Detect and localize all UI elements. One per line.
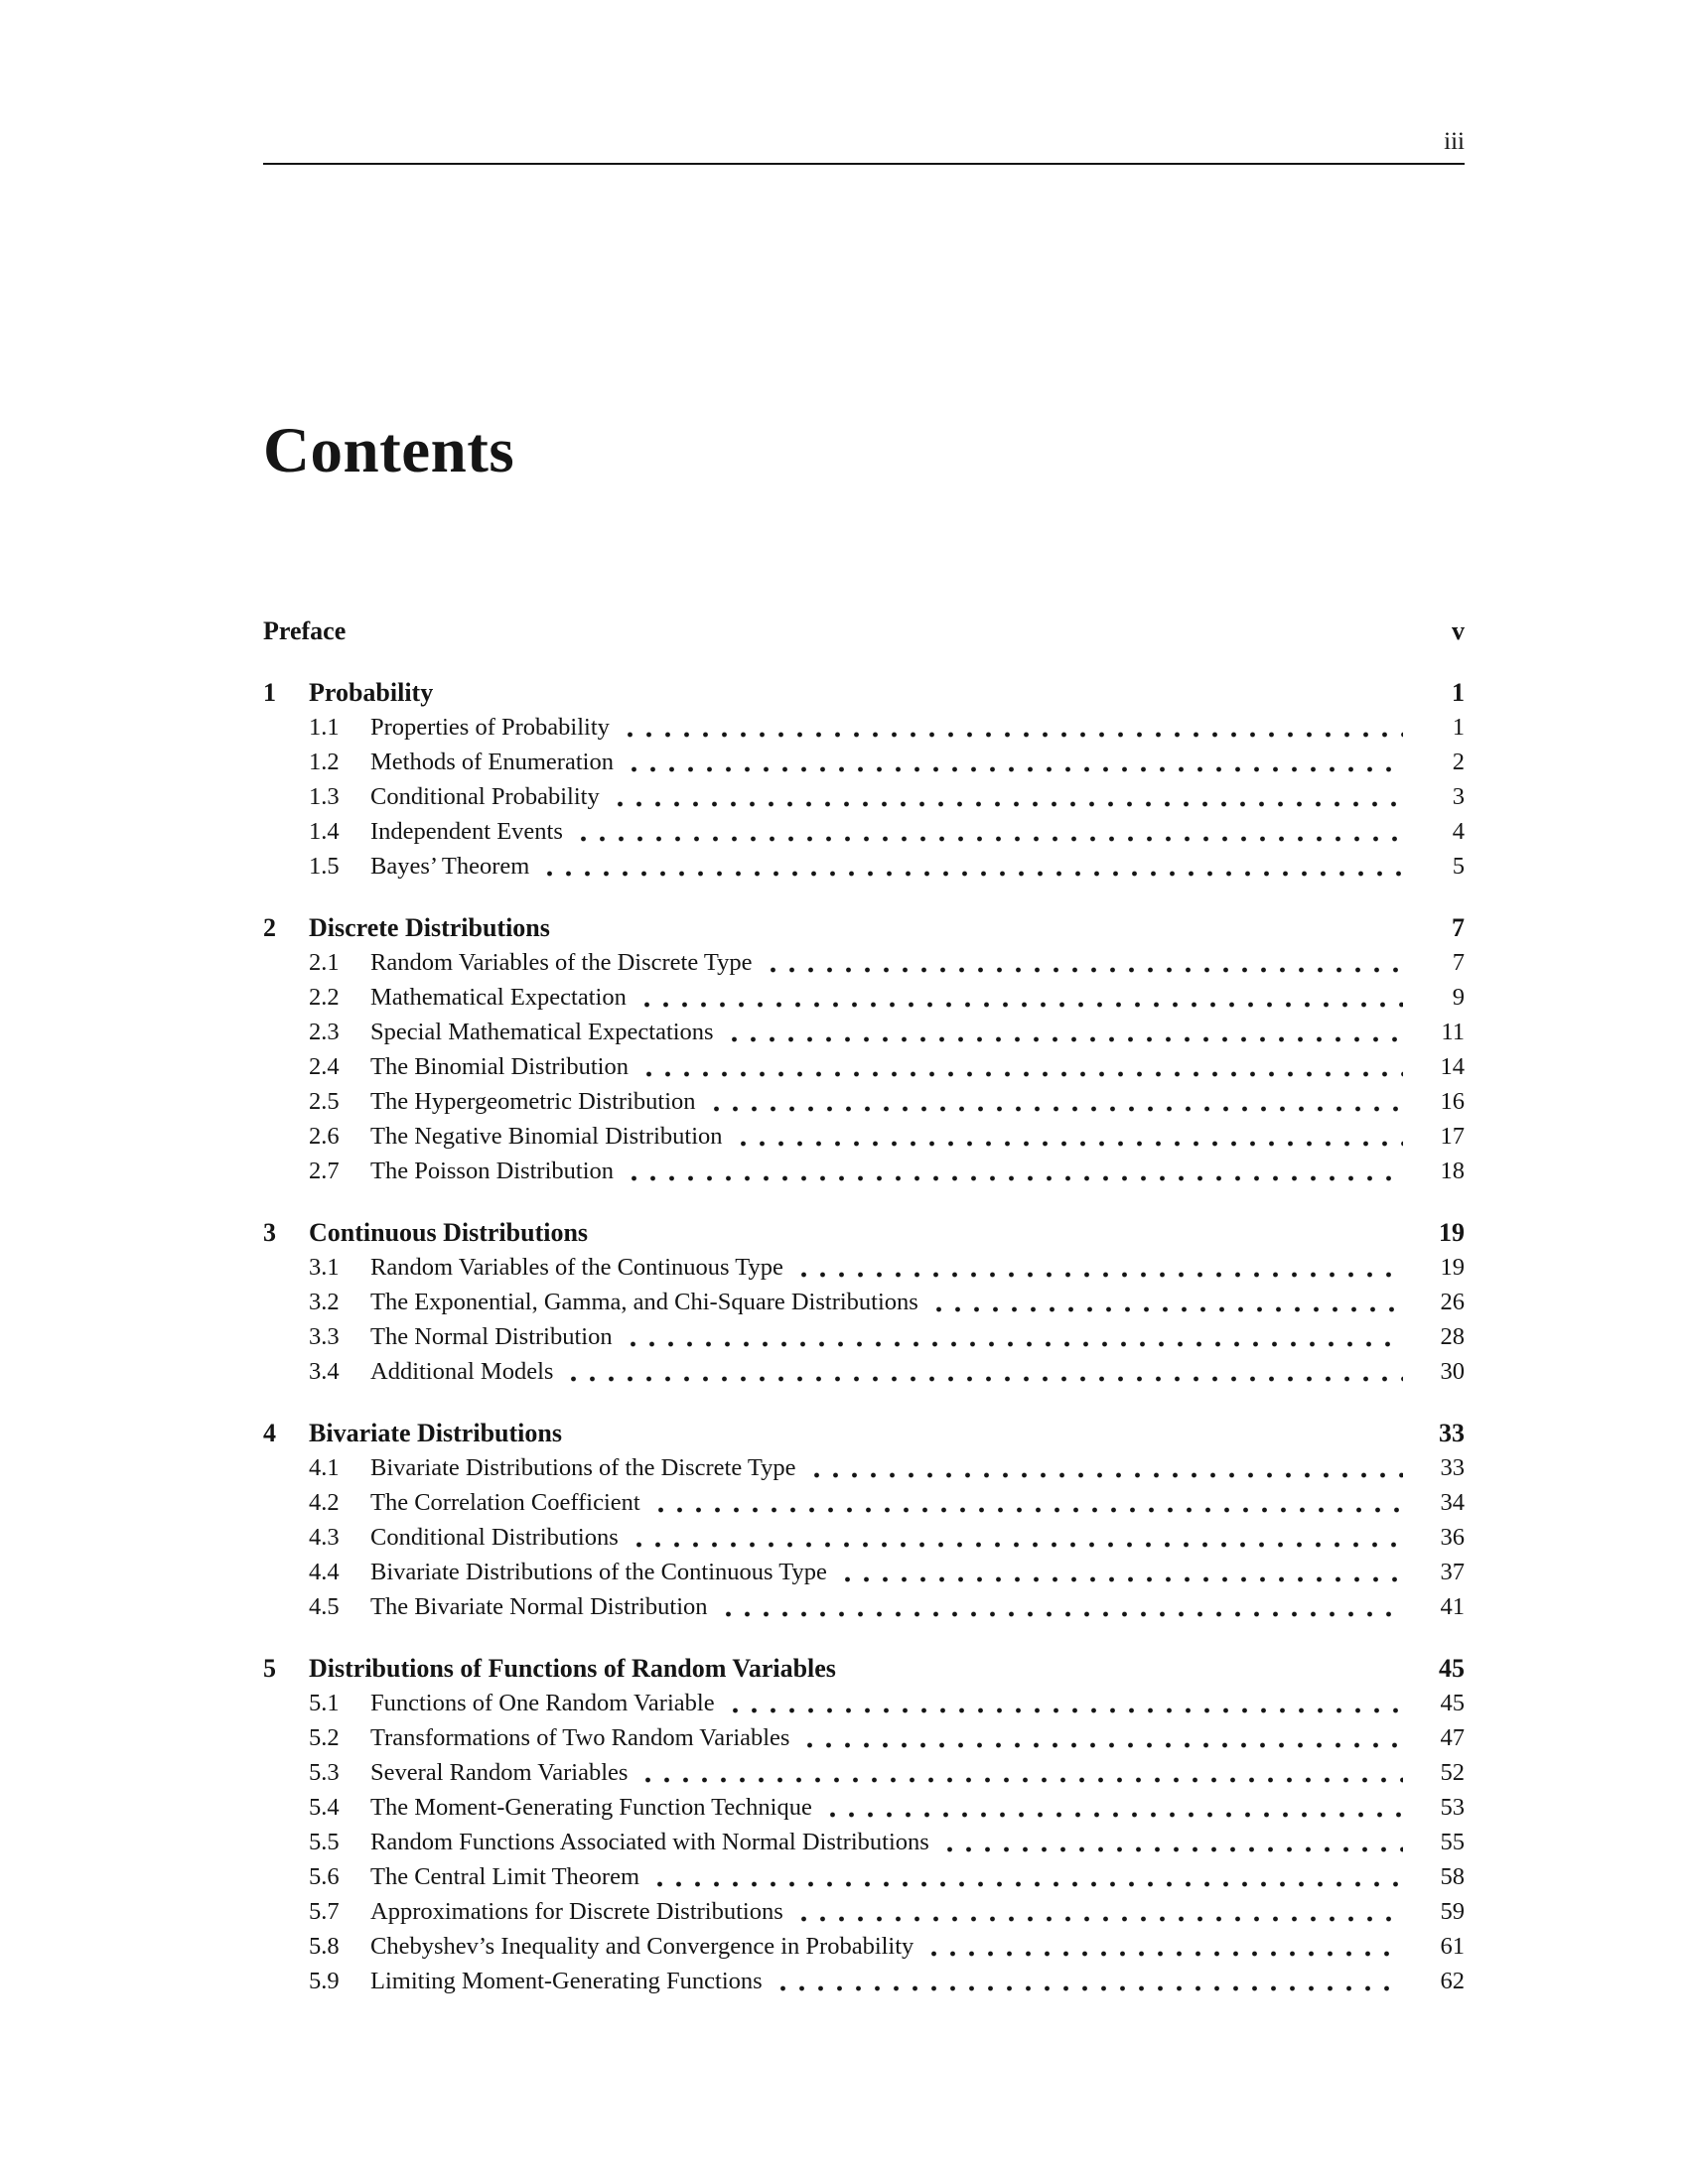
toc-section-row [263, 1589, 1465, 1624]
entry-title: Mathematical Expectation [370, 984, 627, 1011]
dot-leader [611, 779, 1403, 814]
toc-section-row [263, 1790, 1465, 1825]
entry-title: The Poisson Distribution [370, 1158, 615, 1184]
dot-leader [929, 1285, 1403, 1319]
entry-page: 41 [1440, 1593, 1465, 1620]
entry-number: 4.2 [309, 1489, 340, 1516]
entry-title: The Central Limit Theorem [370, 1863, 640, 1890]
entry-page: 17 [1440, 1123, 1465, 1150]
toc-section-row [263, 814, 1465, 849]
entry-number: 5.6 [309, 1863, 340, 1890]
entry-page: 33 [1439, 1419, 1465, 1447]
toc-section-row [263, 1686, 1465, 1720]
entry-title: Properties of Probability [370, 714, 610, 741]
entry-page: 3 [1452, 783, 1465, 810]
entry-number: 2.2 [309, 984, 340, 1011]
entry-page: 53 [1440, 1794, 1465, 1821]
entry-title: Bivariate Distributions of the Continuous Type [370, 1559, 827, 1585]
entry-page: 45 [1439, 1654, 1465, 1683]
toc-section-row [263, 1049, 1465, 1084]
entry-page: 19 [1439, 1218, 1465, 1247]
entry-number: 5.1 [309, 1690, 340, 1716]
running-header [263, 0, 1465, 165]
entry-page: 1 [1452, 714, 1465, 741]
entry-title: Bayes’ Theorem [370, 853, 530, 880]
entry-title: Transformations of Two Random Variables [370, 1724, 790, 1751]
entry-page: 37 [1440, 1559, 1465, 1585]
toc-chapter-heading [263, 1651, 1465, 1686]
entry-page: 16 [1440, 1088, 1465, 1115]
entry-number: 2.7 [309, 1158, 340, 1184]
toc-section-row [263, 745, 1465, 779]
entry-page: 26 [1440, 1289, 1465, 1315]
entry-number: 1 [263, 678, 276, 707]
entry-number: 1.5 [309, 853, 340, 880]
toc-section-row [263, 1285, 1465, 1319]
entry-number: 3.4 [309, 1358, 340, 1385]
dot-leader [638, 1755, 1403, 1790]
entry-number: 5.9 [309, 1968, 340, 1994]
entry-title: The Exponential, Gamma, and Chi-Square Distributions [370, 1289, 918, 1315]
entry-number: 3.2 [309, 1289, 340, 1315]
entry-title: Random Variables of the Continuous Type [370, 1254, 783, 1281]
entry-title: Bivariate Distributions [309, 1419, 562, 1447]
toc-chapter-heading [263, 1215, 1465, 1250]
entry-number: 2.6 [309, 1123, 340, 1150]
entry-page: 36 [1440, 1524, 1465, 1551]
entry-title: Several Random Variables [370, 1759, 629, 1786]
entry-page: 62 [1440, 1968, 1465, 1994]
toc-section-row [263, 1825, 1465, 1859]
toc-section-row [263, 849, 1465, 884]
entry-number: 2.3 [309, 1019, 340, 1045]
entry-number: 3.1 [309, 1254, 340, 1281]
entry-page: 52 [1440, 1759, 1465, 1786]
dot-leader [836, 1651, 1413, 1686]
page-content [263, 0, 1465, 1998]
dot-leader [588, 1215, 1413, 1250]
entry-number: 5.8 [309, 1933, 340, 1960]
toc-section-row [263, 1015, 1465, 1049]
dot-leader [562, 1416, 1413, 1450]
entry-number: 1.2 [309, 749, 340, 775]
dot-leader [838, 1555, 1403, 1589]
toc-section-row [263, 1555, 1465, 1589]
dot-leader [940, 1825, 1403, 1859]
toc-section-row [263, 1859, 1465, 1894]
entry-number: 1.3 [309, 783, 340, 810]
toc-section-row [263, 1485, 1465, 1520]
entry-number: 3 [263, 1218, 276, 1247]
entry-title: Special Mathematical Expectations [370, 1019, 714, 1045]
entry-number: 5 [263, 1654, 276, 1683]
entry-title: Continuous Distributions [309, 1218, 589, 1247]
entry-title: The Moment-Generating Function Technique [370, 1794, 812, 1821]
entry-title: Discrete Distributions [309, 913, 550, 942]
dot-leader [621, 710, 1403, 745]
entry-title: Bivariate Distributions of the Discrete Type [370, 1454, 796, 1481]
header-rule [263, 163, 1465, 165]
entry-page: 19 [1440, 1254, 1465, 1281]
entry-page: 7 [1452, 913, 1465, 942]
toc-section-row [263, 1929, 1465, 1964]
entry-page: 9 [1452, 984, 1465, 1011]
toc-section-row [263, 1964, 1465, 1998]
dot-leader [625, 745, 1403, 779]
dot-leader [794, 1250, 1403, 1285]
entry-title: Preface [263, 616, 347, 645]
dot-leader [807, 1450, 1403, 1485]
entry-number: 4.4 [309, 1559, 340, 1585]
entry-title: Functions of One Random Variable [370, 1690, 715, 1716]
entry-number: 5.7 [309, 1898, 340, 1925]
toc-section-row [263, 945, 1465, 980]
dot-leader [433, 675, 1413, 710]
entry-page: 28 [1440, 1323, 1465, 1350]
entry-title: Random Variables of the Discrete Type [370, 949, 753, 976]
entry-page: v [1452, 616, 1465, 645]
entry-number: 2.1 [309, 949, 340, 976]
dot-leader [650, 1859, 1403, 1894]
entry-page: 47 [1440, 1724, 1465, 1751]
entry-page: 30 [1440, 1358, 1465, 1385]
dot-leader [574, 814, 1403, 849]
dot-leader [924, 1929, 1403, 1964]
toc-list [263, 614, 1465, 1998]
toc-section-row [263, 1755, 1465, 1790]
dot-leader [651, 1485, 1403, 1520]
toc-section-row [263, 1720, 1465, 1755]
dot-leader [726, 1686, 1403, 1720]
entry-page: 34 [1440, 1489, 1465, 1516]
entry-number: 1.1 [309, 714, 340, 741]
entry-number: 2.4 [309, 1053, 340, 1080]
entry-number: 4.1 [309, 1454, 340, 1481]
dot-leader [707, 1084, 1404, 1119]
dot-leader [800, 1720, 1403, 1755]
entry-title: Limiting Moment-Generating Functions [370, 1968, 763, 1994]
toc-section-row [263, 1520, 1465, 1555]
dot-leader [564, 1354, 1403, 1389]
toc-section-row [263, 1250, 1465, 1285]
entry-page: 58 [1440, 1863, 1465, 1890]
toc-section-row [263, 779, 1465, 814]
dot-leader [719, 1589, 1403, 1624]
toc-chapter-heading [263, 675, 1465, 710]
entry-title: The Hypergeometric Distribution [370, 1088, 696, 1115]
toc-section-row [263, 1319, 1465, 1354]
entry-number: 4.5 [309, 1593, 340, 1620]
entry-number: 1.4 [309, 818, 340, 845]
dot-leader [774, 1964, 1403, 1998]
dot-leader [540, 849, 1403, 884]
dot-leader [639, 1049, 1403, 1084]
entry-title: Conditional Distributions [370, 1524, 619, 1551]
entry-title: The Bivariate Normal Distribution [370, 1593, 708, 1620]
dot-leader [637, 980, 1403, 1015]
entry-title: Additional Models [370, 1358, 554, 1385]
entry-title: Approximations for Discrete Distributions [370, 1898, 783, 1925]
entry-title: Chebyshev’s Inequality and Convergence in Probability [370, 1933, 914, 1960]
entry-page: 18 [1440, 1158, 1465, 1184]
entry-page: 59 [1440, 1898, 1465, 1925]
toc-frontmatter-row [263, 614, 1465, 648]
entry-number: 4 [263, 1419, 276, 1447]
toc-section-row [263, 1894, 1465, 1929]
dot-leader [550, 910, 1413, 945]
entry-number: 3.3 [309, 1323, 340, 1350]
toc-chapter-heading [263, 910, 1465, 945]
entry-page: 45 [1440, 1690, 1465, 1716]
entry-title: The Negative Binomial Distribution [370, 1123, 723, 1150]
toc-section-row [263, 1354, 1465, 1389]
dot-leader [823, 1790, 1403, 1825]
entry-number: 2 [263, 913, 276, 942]
entry-number: 5.5 [309, 1829, 340, 1855]
entry-number: 2.5 [309, 1088, 340, 1115]
entry-title: Distributions of Functions of Random Variables [309, 1654, 836, 1683]
dot-leader [346, 614, 1413, 648]
entry-page: 4 [1452, 818, 1465, 845]
entry-title: Conditional Probability [370, 783, 600, 810]
entry-page: 1 [1452, 678, 1465, 707]
entry-title: Independent Events [370, 818, 563, 845]
entry-page: 7 [1452, 949, 1465, 976]
dot-leader [630, 1520, 1403, 1555]
entry-page: 2 [1452, 749, 1465, 775]
dot-leader [625, 1154, 1403, 1188]
entry-page: 5 [1452, 853, 1465, 880]
dot-leader [764, 945, 1403, 980]
entry-title: The Normal Distribution [370, 1323, 613, 1350]
toc-section-row [263, 1154, 1465, 1188]
entry-page: 11 [1441, 1019, 1465, 1045]
toc-chapter-heading [263, 1416, 1465, 1450]
entry-number: 4.3 [309, 1524, 340, 1551]
dot-leader [725, 1015, 1403, 1049]
entry-title: Probability [309, 678, 434, 707]
page-title: Contents [263, 415, 515, 486]
dot-leader [734, 1119, 1403, 1154]
dot-leader [794, 1894, 1403, 1929]
entry-page: 61 [1440, 1933, 1465, 1960]
entry-page: 14 [1440, 1053, 1465, 1080]
entry-title: The Correlation Coefficient [370, 1489, 640, 1516]
toc-section-row [263, 1450, 1465, 1485]
toc-section-row [263, 980, 1465, 1015]
toc-section-row [263, 710, 1465, 745]
toc-section-row [263, 1119, 1465, 1154]
entry-number: 5.4 [309, 1794, 340, 1821]
entry-page: 55 [1440, 1829, 1465, 1855]
entry-title: The Binomial Distribution [370, 1053, 629, 1080]
entry-number: 5.3 [309, 1759, 340, 1786]
entry-page: 33 [1440, 1454, 1465, 1481]
page-number: iii [1444, 128, 1465, 155]
entry-title: Methods of Enumeration [370, 749, 614, 775]
dot-leader [624, 1319, 1403, 1354]
toc-section-row [263, 1084, 1465, 1119]
entry-title: Random Functions Associated with Normal Distributions [370, 1829, 929, 1855]
entry-number: 5.2 [309, 1724, 340, 1751]
